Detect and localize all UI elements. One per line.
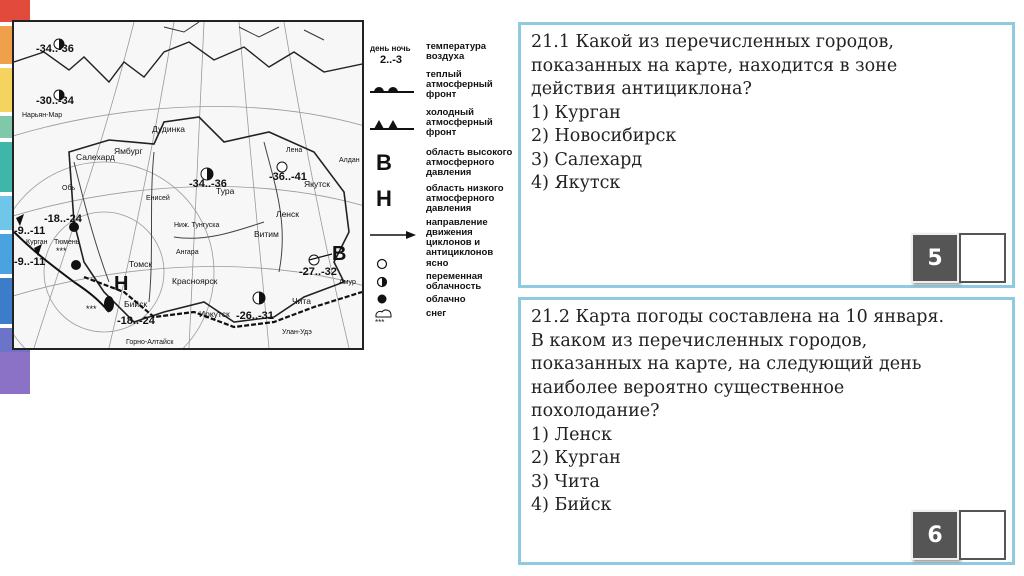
temp-label: -26..-31 (236, 310, 274, 322)
city-label: Витим (254, 229, 279, 239)
legend-cloudy: облачно (426, 294, 466, 305)
legend-warm-front: теплый атмосферный фронт (426, 69, 493, 100)
high-pressure-letter: В (332, 243, 347, 265)
river-label: Ниж. Тунгуска (174, 222, 220, 229)
city-label: Курган (26, 239, 48, 246)
city-label: Красноярск (172, 276, 218, 286)
question-1-box (518, 22, 1015, 288)
river-label: Амур (339, 279, 356, 286)
question-number-badge: 5 (911, 233, 959, 283)
river-label: Алдан (339, 157, 360, 164)
city-label: Ямбург (114, 146, 143, 156)
answer-option: 4) Бийск (531, 495, 612, 515)
question-2-box (518, 297, 1015, 565)
answer-input-box[interactable] (959, 233, 1006, 283)
cloudy-icon (376, 293, 388, 305)
map-drawing (14, 22, 362, 348)
snow-symbol: *** (86, 304, 97, 314)
answer-option: 3) Салехард (531, 149, 643, 170)
low-pressure-icon: Н (376, 186, 392, 211)
city-label: Тура (216, 186, 235, 196)
legend-clear: ясно (426, 258, 449, 269)
legend-arrow: направление движения циклонов и антициклонов (426, 217, 494, 258)
temp-label: -18..-24 (44, 213, 82, 225)
river-label: Лена (286, 147, 303, 154)
svg-text:***: *** (375, 318, 385, 326)
legend-variable: переменная облачность (426, 271, 483, 292)
city-label: Томск (129, 259, 153, 269)
legend-sample: 2..-3 (380, 54, 403, 66)
answer-option: 2) Новосибирск (531, 126, 677, 146)
map-legend (368, 38, 518, 338)
answer-widget-1 (911, 233, 1006, 283)
legend-high: область высокого атмосферного давления (426, 147, 513, 178)
legend-cold-front: холодный атмосферный фронт (426, 107, 493, 138)
question-2-text (531, 306, 1002, 518)
question-1-line: показанных на карте, находится в зоне (531, 55, 898, 76)
temp-label: -9..-11 (14, 225, 46, 237)
variable-cloud-icon (376, 276, 388, 288)
city-label: Ленск (276, 209, 299, 219)
temp-label: -36..-41 (269, 171, 307, 183)
answer-input-box[interactable] (959, 510, 1006, 560)
city-label: Салехард (76, 152, 115, 162)
legend-day-night: день ночь (370, 44, 411, 53)
temp-label: -34..-36 (189, 178, 227, 190)
city-label: Улан-Удэ (282, 329, 312, 336)
snow-icon (372, 308, 394, 326)
weather-map (12, 20, 364, 350)
answer-option: 1) Ленск (531, 424, 612, 445)
question-1-line: 21.1 Какой из перечисленных городов, (531, 32, 894, 52)
legend-temp: температура воздуха (426, 41, 487, 62)
clear-icon (376, 258, 388, 270)
snow-symbol: *** (56, 246, 67, 256)
question-2-line: В каком из перечисленных городов, (531, 330, 868, 351)
question-1-text (531, 31, 1002, 196)
temp-label: -34..-36 (36, 43, 74, 55)
region-boundary (69, 117, 349, 322)
arrow-icon (370, 230, 416, 240)
question-2-line: показанных на карте, на следующий день (531, 354, 922, 374)
river-label: Ангара (176, 249, 199, 256)
legend-low: область низкого атмосферного давления (426, 183, 504, 214)
city-label: Горно-Алтайск (126, 339, 174, 346)
cloudy-symbol (104, 296, 114, 312)
question-1-line: действия антициклона? (531, 79, 752, 99)
city-label: Иркутск (199, 309, 230, 319)
question-2-line: наиболее вероятно существенное (531, 377, 845, 398)
question-2-line: похолодание? (531, 401, 660, 421)
cloudy-symbol (71, 260, 81, 270)
stripe-1 (0, 0, 30, 22)
answer-option: 4) Якутск (531, 173, 621, 193)
answer-option: 1) Курган (531, 102, 621, 123)
warm-front-icon (370, 82, 414, 94)
question-number-badge: 6 (911, 510, 959, 560)
cold-front-icon (370, 118, 414, 130)
answer-option: 2) Курган (531, 448, 621, 468)
question-2-line: 21.2 Карта погоды составлена на 10 января. (531, 307, 945, 327)
low-pressure-letter: Н (114, 273, 129, 295)
stripe-10 (0, 352, 30, 394)
high-pressure-icon: В (376, 150, 392, 175)
temp-label: -9..-11 (14, 256, 46, 268)
city-label: Якутск (304, 179, 330, 189)
river-label: Обь (62, 185, 76, 192)
temp-label: -18..-24 (117, 315, 155, 327)
legend-snow: снег (426, 308, 447, 319)
river-label: Енисей (146, 195, 170, 202)
answer-option: 3) Чита (531, 471, 600, 492)
city-label: Бийск (124, 299, 148, 309)
arctic-islands (164, 22, 324, 40)
city-label: Нарьян-Мар (22, 112, 63, 119)
city-label: Чита (292, 296, 311, 306)
answer-widget-2 (911, 510, 1006, 560)
temp-label: -27..-32 (299, 266, 337, 278)
city-label: Тюмень (54, 239, 80, 246)
city-label: Дудинка (152, 124, 185, 134)
temp-label: -30..-34 (36, 95, 74, 107)
